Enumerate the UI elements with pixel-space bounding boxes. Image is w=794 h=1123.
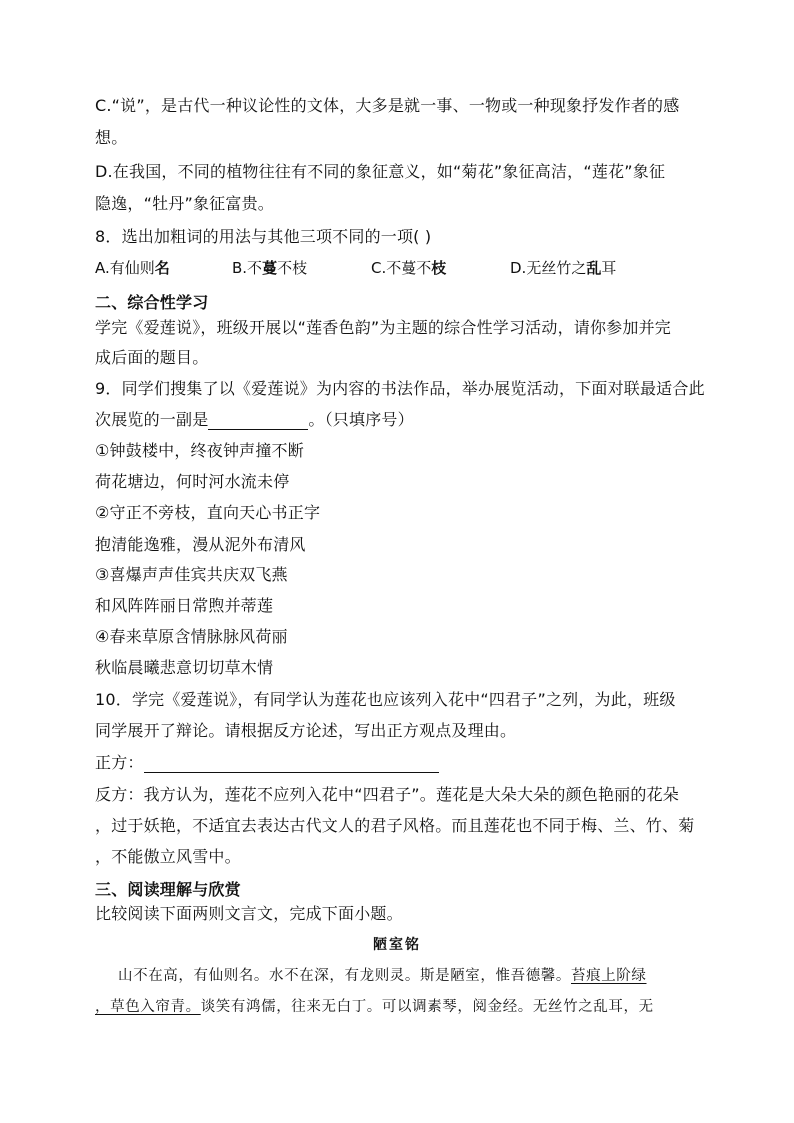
q8-option-a: A.有仙则名 xyxy=(95,259,170,277)
couplet-line: ②守正不旁枝，直向天心书正字 xyxy=(95,503,321,522)
passage-title: 陋室铭 xyxy=(373,937,421,953)
section-2-heading: 二、综合性学习 xyxy=(95,293,209,312)
couplet-line: 和风阵阵丽日常煦并蒂莲 xyxy=(95,596,274,615)
section-2-intro-line-1: 学完《爱莲说》，班级开展以“莲香色韵”为主题的综合性学习活动，请你参加并完 xyxy=(95,318,671,337)
option-d-line-2: 隐逸，“牡丹”象征富贵。 xyxy=(95,194,274,213)
section-3-heading: 三、阅读理解与欣赏 xyxy=(95,880,241,899)
zhengfang-answer-blank[interactable] xyxy=(144,756,439,773)
q8-option-c: C.不蔓不枝 xyxy=(371,259,447,277)
section-2-intro-line-2: 成后面的题目。 xyxy=(95,348,209,367)
zhengfang-line: 正方： xyxy=(95,753,439,773)
answer-blank[interactable] xyxy=(208,413,308,430)
question-9-line-2: 次展览的一副是 。（只填序号） xyxy=(95,410,414,429)
option-d-line-1: D.在我国，不同的植物往往有不同的象征意义，如“菊花”象征高洁，“莲花”象征 xyxy=(95,162,666,181)
passage-line-2: ，草色入帘青。谈笑有鸿儒，往来无白丁。可以调素琴，阅金经。无丝竹之乱耳，无 xyxy=(95,999,654,1015)
q8-option-d: D.无丝竹之乱耳 xyxy=(510,259,617,277)
couplet-line: 秋临晨曦悲意切切草木情 xyxy=(95,658,274,677)
passage-line-1: 山不在高，有仙则名。水不在深，有龙则灵。斯是陋室，惟吾德馨。苔痕上阶绿 xyxy=(118,968,647,984)
fanfang-line-1: 反方：我方认为，莲花不应列入花中“四君子”。莲花是大朵大朵的颜色艳丽的花朵 xyxy=(95,785,679,804)
question-8: 8．选出加粗词的用法与其他三项不同的一项( ) xyxy=(95,227,432,246)
section-3-intro: 比较阅读下面两则文言文，完成下面小题。 xyxy=(95,904,403,923)
question-10-line-2: 同学展开了辩论。请根据反方论述，写出正方观点及理由。 xyxy=(95,721,517,740)
couplet-line: ④春来草原含情脉脉风荷丽 xyxy=(95,627,288,646)
couplet-line: ①钟鼓楼中，终夜钟声撞不断 xyxy=(95,441,304,460)
couplet-line: ③喜爆声声佳宾共庆双飞燕 xyxy=(95,565,288,584)
option-c-line-1: C.“说”，是古代一种议论性的文体，大多是就一事、一物或一种现象抒发作者的感 xyxy=(95,96,680,115)
question-9-line-1: 9．同学们搜集了以《爱莲说》为内容的书法作品，举办展览活动，下面对联最适合此 xyxy=(95,379,705,398)
couplet-line: 抱清能逸雅，漫从泥外布清风 xyxy=(95,535,306,554)
q8-option-b: B.不蔓不枝 xyxy=(232,259,308,277)
couplet-line: 荷花塘边，何时河水流未停 xyxy=(95,472,290,491)
fanfang-line-3: ，不能傲立风雪中。 xyxy=(95,847,241,866)
question-10-line-1: 10．学完《爱莲说》，有同学认为莲花也应该列入花中“四君子”之列，为此，班级 xyxy=(95,690,676,709)
option-c-line-2: 想。 xyxy=(95,128,128,147)
fanfang-line-2: ，过于妖艳，不适宜去表达古代文人的君子风格。而且莲花也不同于梅、兰、竹、菊 xyxy=(95,816,695,835)
